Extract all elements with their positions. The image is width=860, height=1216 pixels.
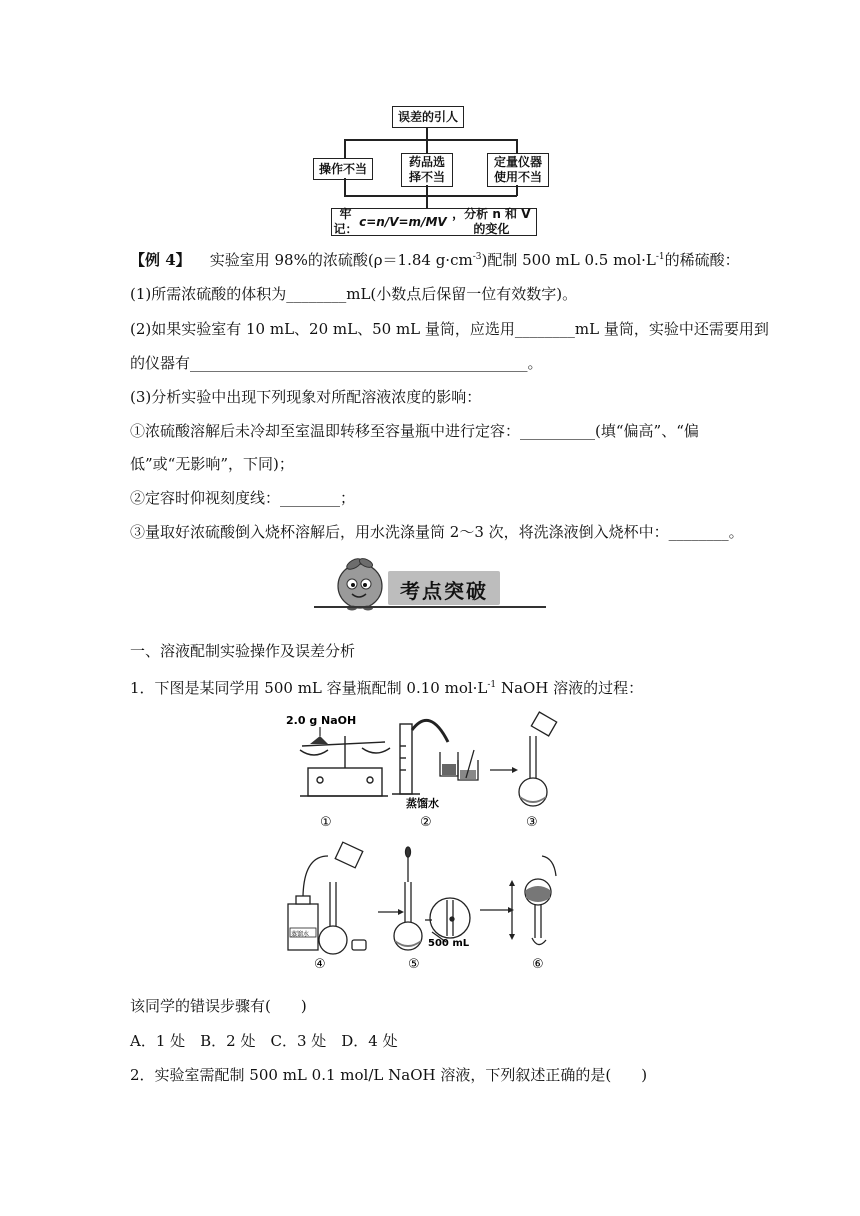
diagram-bottom-formula: c=n/V=m/MV [359,214,447,229]
question-3-2: ②定容时仰视刻度线：________； [130,489,356,507]
step-4-label: ④ [314,957,326,972]
water-label: 蒸馏水 [406,797,439,810]
section-heading: 一、溶液配制实验操作及误差分析 [130,642,356,660]
banner-underline [314,606,546,608]
dropper-flask-icon [394,847,470,950]
naoh-label: 2.0 g NaOH [286,714,357,727]
connector [344,139,346,159]
bottle-label: 蒸馏水 [291,931,310,938]
problem-2-stem: 2．实验室需配制 500 mL 0.1 mol/L NaOH 溶液，下列叙述正确的是( ) [130,1066,648,1084]
example-stem-sup: -3 [472,252,482,262]
diagram-right-label-2: 使用不当 [493,170,542,184]
beaker-icon [440,752,458,776]
banner-title: 考点突破 [400,579,488,603]
stirring-beaker-icon [458,750,478,780]
diagram-left-box [313,158,373,180]
diagram-bottom-suffix: ，分析 n 和 V 的变化 [452,207,531,236]
naoh-preparation-figure [280,706,580,986]
connector [516,139,518,153]
connector [426,127,428,139]
step-1-label: ① [320,815,332,830]
example-stem [130,247,740,270]
question-3: (3)分析实验中出现下列现象对所配溶液浓度的影响： [130,388,482,406]
connector [426,195,428,209]
diagram-top-box [392,106,464,128]
problem-1-sup: -1 [487,680,497,690]
diagram-right-label-1: 定量仪器 [493,155,542,169]
problem-1-stem [130,675,643,698]
question-2-line-2: 的仪器有_____________________________________________。 [130,354,543,372]
connector [344,195,517,197]
step-6-label: ⑥ [532,957,544,972]
mark-label: 500 mL [428,938,470,949]
balance-icon [300,736,390,796]
diagram-mid-label-1: 药品选 [408,155,445,169]
example-label: 【例 4】 [130,251,191,269]
problem-1-text: 1．下图是某同学用 500 mL 容量瓶配制 0.10 mol·L [130,679,488,697]
step-2-label: ② [420,815,432,830]
diagram-mid-label-2: 择不当 [408,170,445,184]
diagram-mid-box [401,153,453,187]
problem-1-question: 该同学的错误步骤有( ) [130,997,307,1015]
diagram-bottom-prefix: 牢记： [333,207,358,236]
connector [344,139,517,141]
mascot-icon [330,556,392,612]
example-stem-text-3: 的稀硫酸： [664,251,740,269]
diagram-right-box [487,153,549,187]
diagram-bottom-box [331,208,537,236]
flask-with-beaker-icon [319,842,366,954]
question-3-1-line-1: ①浓硫酸溶解后未冷却至室温即转移至容量瓶中进行定容：__________(填“偏高”、“偏 [130,422,699,440]
naoh-pile [310,736,328,744]
connector [426,139,428,153]
volumetric-flask-icon [519,712,557,806]
step-3-label: ③ [526,815,538,830]
diagram-top-label: 误差的引人 [397,109,458,124]
question-2-line-1: (2)如果实验室有 10 mL、20 mL、50 mL 量筒，应选用________mL 量筒，实验中还需要用到 [130,320,769,338]
example-stem-text: 实验室用 98%的浓硫酸(ρ＝1.84 g·cm [209,251,473,269]
question-3-1-line-2: 低”或“无影响”，下同)； [130,455,294,473]
example-stem-sup-2: -1 [655,252,665,262]
problem-1-tail: NaOH 溶液的过程： [496,679,644,697]
connector [344,178,346,196]
problem-1-options: A．1 处 B．2 处 C．3 处 D．4 处 [130,1032,398,1050]
step-5-label: ⑤ [408,957,420,972]
question-1: (1)所需浓硫酸的体积为________mL(小数点后保留一位有效数字)。 [130,285,578,303]
inverting-flask-icon [512,856,556,945]
example-stem-text-2: )配制 500 mL 0.5 mol·L [481,251,656,269]
question-3-3: ③量取好浓硫酸倒入烧杯溶解后，用水洗涤量筒 2～3 次，将洗涤液倒入烧杯中：________。 [130,523,744,541]
diagram-left-label: 操作不当 [318,161,367,176]
